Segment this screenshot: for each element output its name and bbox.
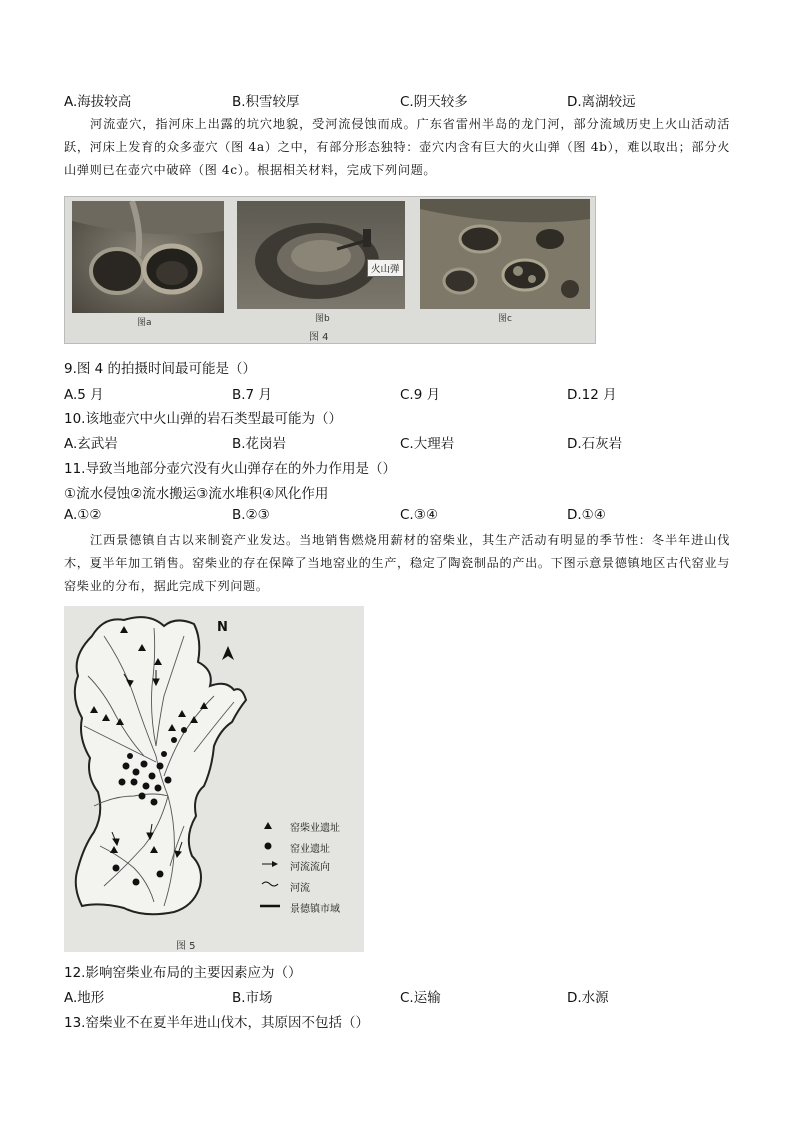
q11-option-d: D.①④ bbox=[567, 507, 606, 523]
q11-choices: ①流水侵蚀②流水搬运③流水堆积④风化作用 bbox=[64, 486, 329, 502]
caption-4b: 图b bbox=[315, 314, 330, 324]
label-volcanic-bomb: 火山弹 bbox=[367, 259, 404, 277]
q11-stem: 11.导致当地部分壶穴没有火山弹存在的外力作用是（） bbox=[64, 461, 396, 477]
q9-option-b: B.7 月 bbox=[232, 387, 272, 403]
legend-city-boundary: 景德镇市域 bbox=[290, 904, 340, 915]
q10-option-b: B.花岗岩 bbox=[232, 436, 287, 452]
map-legend bbox=[260, 822, 280, 906]
q10-option-d: D.石灰岩 bbox=[567, 436, 623, 452]
q10-stem: 10.该地壶穴中火山弹的岩石类型最可能为（） bbox=[64, 411, 342, 427]
q12-option-b: B.市场 bbox=[232, 990, 273, 1006]
q10-option-c: C.大理岩 bbox=[400, 436, 455, 452]
figure-5-caption: 图 5 bbox=[176, 941, 196, 952]
caption-4a: 图a bbox=[137, 318, 152, 328]
q12-option-a: A.地形 bbox=[64, 990, 105, 1006]
q10-option-a: A.玄武岩 bbox=[64, 436, 118, 452]
north-label: N bbox=[217, 620, 228, 635]
q8-option-c: C.阴天较多 bbox=[400, 94, 468, 110]
figure-4-caption: 图 4 bbox=[309, 332, 329, 343]
q8-option-d: D.离湖较远 bbox=[567, 94, 636, 110]
legend-river: 河流 bbox=[290, 883, 310, 894]
figure-5-map bbox=[64, 606, 364, 952]
photo-4b bbox=[237, 201, 405, 309]
legend-kiln: 窑业遗址 bbox=[290, 844, 330, 855]
q11-option-a: A.①② bbox=[64, 507, 102, 523]
q9-option-a: A.5 月 bbox=[64, 387, 104, 403]
q12-option-d: D.水源 bbox=[567, 990, 609, 1006]
q12-stem: 12.影响窑柴业布局的主要因素应为（） bbox=[64, 965, 302, 981]
legend-flow-direction: 河流流向 bbox=[290, 862, 330, 873]
passage-jingdezhen: 江西景德镇自古以来制瓷产业发达。当地销售燃烧用薪材的窑柴业，其生产活动有明显的季节性：冬半年进山伐木，夏半年加工销售。窑柴业的存在保障了当地窑业的生产，稳定了陶瓷制品的产出。下图示意景德镇地区古代窑业与窑柴业的分布，据此完成下列问题。 bbox=[64, 533, 730, 593]
photo-4c bbox=[420, 199, 590, 309]
q9-option-c: C.9 月 bbox=[400, 387, 441, 403]
figure-4 bbox=[64, 196, 596, 344]
q8-option-a: A.海拔较高 bbox=[64, 94, 132, 110]
q12-option-c: C.运输 bbox=[400, 990, 441, 1006]
north-arrow bbox=[222, 646, 234, 660]
q11-option-c: C.③④ bbox=[400, 507, 438, 523]
q9-option-d: D.12 月 bbox=[567, 387, 617, 403]
q11-option-b: B.②③ bbox=[232, 507, 270, 523]
photo-4a bbox=[72, 201, 224, 313]
q8-option-b: B.积雪较厚 bbox=[232, 94, 300, 110]
q13-stem: 13.窑柴业不在夏半年进山伐木，其原因不包括（） bbox=[64, 1015, 369, 1031]
q9-stem: 9.图 4 的拍摄时间最可能是（） bbox=[64, 361, 257, 377]
caption-4c: 图c bbox=[498, 314, 512, 324]
legend-kiln-firewood: 窑柴业遗址 bbox=[290, 823, 340, 834]
passage-pothole: 河流壶穴，指河床上出露的坑穴地貌，受河流侵蚀而成。广东省雷州半岛的龙门河，部分流域历史上火山活动活跃，河床上发育的众多壶穴（图 4a）之中，有部分形态独特：壶穴内含有巨大的火山弹（图 4b），难以取出；部分火山弹则已在壶穴中破碎（图 4c）。根据相关材料，完成下列问题。 bbox=[64, 117, 730, 177]
